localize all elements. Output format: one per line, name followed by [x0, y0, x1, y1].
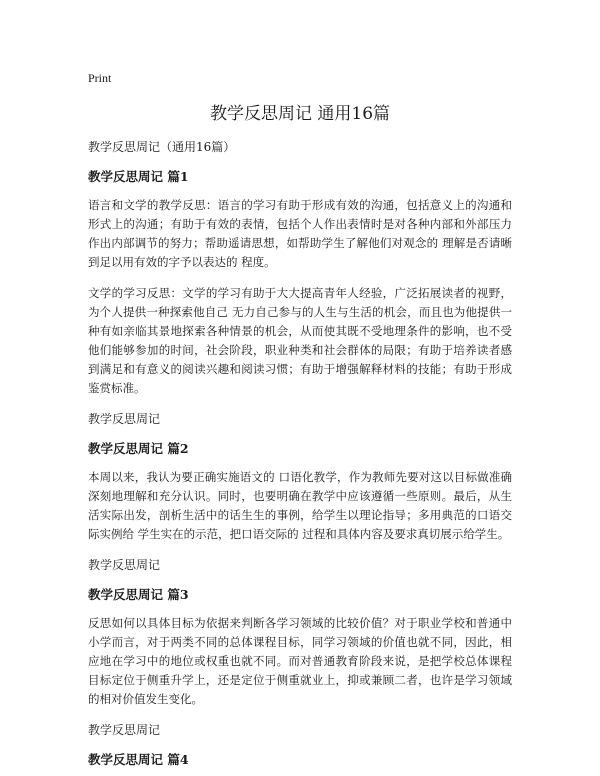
section-heading: 教学反思周记 篇3 — [88, 587, 189, 602]
paragraph: 语言和文学的教学反思：语言的学习有助于形成有效的沟通，包括意义上的沟通和形式上的沟通；有助于有效的表情，包括个人作出表情时是对各种内部和外部压力作出内部调节的努力；帮助遥请思想，如帮助学生了解他们对观念的 理解是否请晰到足以用有效的字予以表达的 程度。 — [88, 198, 512, 269]
paragraph: 本周以来，我认为要正确实施语文的 口语化教学，作为教师先要对这以目标做准确深刻地理解和充分认识。同时，也要明确在教学中应该遵循一些原则。最后，从生活实际出发，剖析生活中的话生生的事例，给学生以理论指导；多用典范的口语交际实例给 学生实在的示范，把口语交际的 过程和具体内容及要求真切展示给学生。 — [88, 470, 512, 541]
section-2 — [88, 440, 512, 574]
section-note: 教学反思周记 — [88, 723, 161, 737]
section-heading: 教学反思周记 篇2 — [88, 441, 189, 456]
section-heading: 教学反思周记 篇4 — [88, 752, 189, 767]
section-note: 教学反思周记 — [88, 558, 161, 572]
section-note: 教学反思周记 — [88, 412, 161, 426]
section-4 — [88, 751, 512, 769]
section-heading: 教学反思周记 篇1 — [88, 169, 189, 184]
paragraph: 文学的学习反思：文学的学习有助于大大提高青年人经验，广泛拓展读者的视野，为个人提供一种探索他自己 无力自己参与的人生与生活的机会，而且也为他提供一种有如亲临其景地探索各种情景的机会，从而使其既不受地理条件的影响，也不受他们能够参加的时间，社会阶段，职业种类和社会群体的局限；有助于培养读者感到满足和有意义的阅读兴趣和阅读习惯；有助于增强解释材料的技能；有助于形成鉴赏标准。 — [88, 286, 512, 395]
paragraph: 反思如何以具体目标为依据来判断各学习领域的比较价值？对于职业学校和普通中小学而言，对于两类不同的总体课程目标，同学习领域的价值也就不同，因此，相应地在学习中的地位或权重也就不同。而对普通教育阶段来说，是把学校总体课程目标定位于侧重升学上，还是定位于侧重就业上，抑或兼顾二者，也许是学习领域的相对价值发生变化。 — [88, 616, 512, 706]
section-3 — [88, 586, 512, 739]
document-subtitle: 教学反思周记（通用16篇） — [88, 140, 236, 154]
print-label: Print — [88, 71, 112, 85]
document-title: 教学反思周记 通用16篇 — [209, 104, 391, 124]
section-1 — [88, 168, 512, 428]
